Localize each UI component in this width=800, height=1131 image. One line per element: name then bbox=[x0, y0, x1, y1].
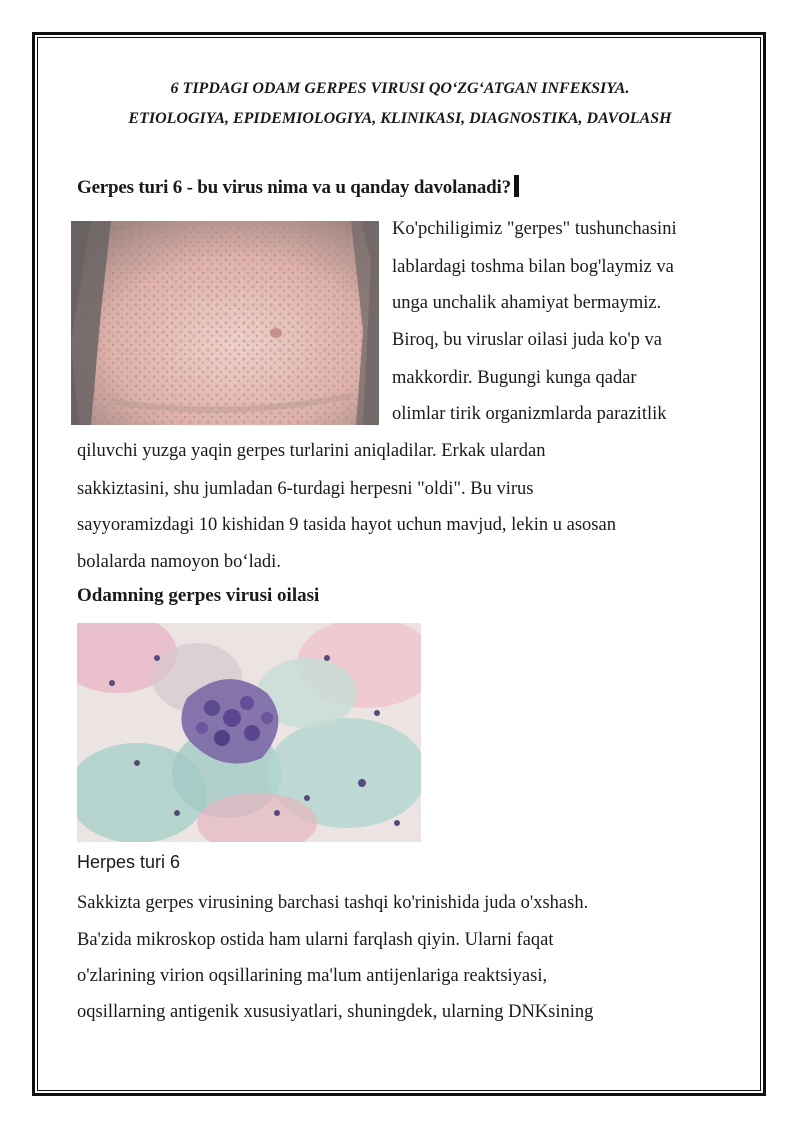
text-line: o'zlarining virion oqsillarining ma'lum antijenlariga reaktsiyasi, bbox=[77, 966, 548, 986]
text-line: olimlar tirik organizmlarda parazitlik bbox=[392, 404, 667, 424]
rash-photo-graphic bbox=[71, 221, 379, 425]
text-line: makkordir. Bugungi kunga qadar bbox=[392, 368, 637, 388]
rash-photo bbox=[71, 221, 379, 425]
text-line: qiluvchi yuzga yaqin gerpes turlarini aniqladilar. Erkak ulardan bbox=[77, 441, 546, 461]
microscopy-graphic bbox=[77, 623, 421, 842]
text-line: Sakkizta gerpes virusining barchasi tashqi ko'rinishida juda o'xshash. bbox=[77, 893, 589, 913]
text-line: oqsillarning antigenik xususiyatlari, shuningdek, ularning DNKsining bbox=[77, 1002, 594, 1022]
section-heading-virus bbox=[77, 175, 519, 199]
section-heading-text: Gerpes turi 6 - bu virus nima va u qanday davolanadi? bbox=[77, 177, 511, 198]
text-line: Biroq, bu viruslar oilasi juda ko'p va bbox=[392, 330, 663, 350]
document-title-line2: ETIOLOGIYA, EPIDEMIOLOGIYA, KLINIKASI, DIAGNOSTIKA, DAVOLASH bbox=[128, 110, 672, 127]
image-caption: Herpes turi 6 bbox=[77, 852, 181, 872]
text-line: Ko'pchiligimiz "gerpes" tushunchasini bbox=[392, 219, 677, 239]
text-line: lablardagi toshma bilan bog'laymiz va bbox=[392, 257, 674, 277]
document-title-line1: 6 TIPDAGI ODAM GERPES VIRUSI QO‘ZG‘ATGAN INFEKSIYA. bbox=[170, 80, 630, 97]
section-heading-family: Odamning gerpes virusi oilasi bbox=[77, 585, 320, 606]
text-line: sayyoramizdagi 10 kishidan 9 tasida hayot uchun mavjud, lekin u asosan bbox=[77, 515, 616, 535]
text-line: sakkiztasini, shu jumladan 6-turdagi herpesni "oldi". Bu virus bbox=[77, 479, 534, 499]
text-cursor bbox=[514, 175, 519, 197]
text-line: bolalarda namoyon bo‘ladi. bbox=[77, 552, 281, 572]
text-line: unga unchalik ahamiyat bermaymiz. bbox=[392, 293, 662, 313]
microscopy-photo bbox=[77, 623, 421, 842]
text-line: Ba'zida mikroskop ostida ham ularni farqlash qiyin. Ularni faqat bbox=[77, 930, 554, 950]
